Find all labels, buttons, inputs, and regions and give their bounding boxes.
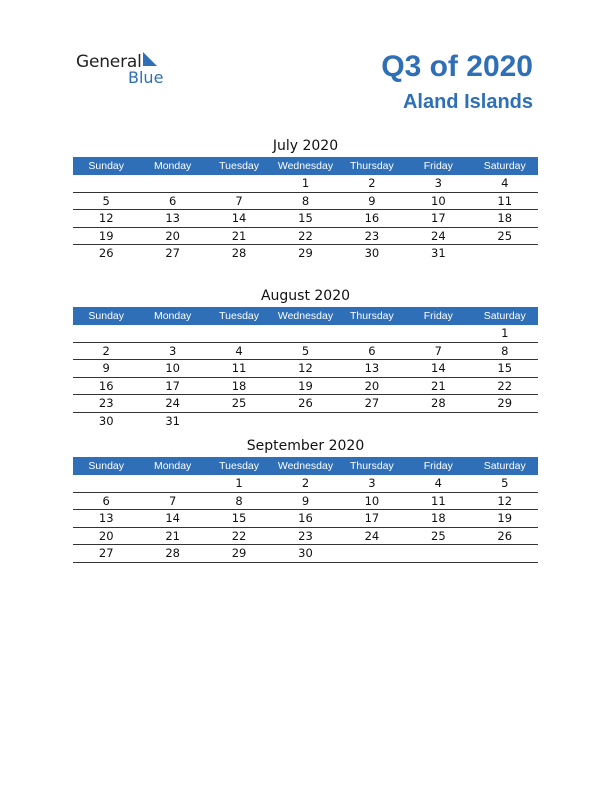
month-title: September 2020 (246, 438, 365, 454)
day-cell (339, 413, 405, 431)
day-cell: 31 (165, 413, 180, 428)
day-cell: 20 (364, 378, 380, 393)
weekday-header: Wednesday (277, 160, 334, 172)
day-cell: 8 (301, 193, 310, 208)
day-cell: 18 (431, 511, 446, 525)
day-cell: 25 (497, 228, 513, 243)
day-cell: 19 (298, 378, 313, 393)
day-cell: 17 (431, 211, 446, 225)
day-cell: 22 (497, 378, 513, 393)
day-cell: 4 (434, 476, 442, 490)
day-cell: 3 (434, 176, 442, 190)
day-cell: 2 (301, 476, 310, 490)
weekday-header-row (73, 307, 538, 325)
day-cell: 6 (368, 343, 376, 358)
weekday-header: Sunday (88, 160, 125, 172)
day-cell: 4 (501, 176, 509, 190)
week-row (73, 325, 538, 343)
brand-flag-icon (143, 52, 157, 66)
day-cell (272, 413, 338, 431)
day-cell: 11 (431, 493, 446, 508)
day-cell (139, 475, 205, 492)
day-cell: 13 (364, 361, 380, 375)
day-cell: 1 (235, 476, 243, 490)
day-cell (206, 175, 272, 192)
week-row (73, 360, 538, 378)
month-title: August 2020 (260, 288, 351, 304)
day-cell: 13 (165, 211, 180, 225)
day-cell: 15 (231, 511, 247, 525)
day-cell: 14 (165, 511, 180, 525)
weekday-header: Sunday (88, 310, 125, 322)
day-cell: 26 (298, 396, 313, 410)
week-row (73, 475, 538, 493)
day-cell: 28 (165, 546, 180, 560)
day-cell: 18 (497, 211, 513, 225)
week-row (73, 510, 538, 528)
day-cell: 1 (501, 326, 509, 340)
day-cell: 7 (434, 343, 442, 358)
day-cell (272, 325, 338, 342)
day-cell: 23 (298, 528, 313, 543)
day-cell (73, 325, 139, 342)
day-cell: 16 (98, 378, 114, 393)
day-cell: 22 (231, 528, 247, 543)
day-cell (206, 413, 272, 431)
day-cell: 7 (235, 193, 243, 208)
day-cell: 3 (368, 476, 376, 490)
day-cell (139, 325, 205, 342)
day-cell: 15 (497, 361, 513, 375)
weekday-header-row (73, 157, 538, 175)
day-cell: 6 (168, 193, 177, 208)
day-cell: 13 (98, 511, 114, 525)
day-cell: 16 (364, 211, 380, 225)
day-cell: 28 (431, 396, 446, 410)
day-cell: 10 (364, 493, 380, 508)
day-cell (206, 325, 272, 342)
brand-logo-blue: Blue (128, 68, 164, 87)
day-cell (405, 413, 471, 431)
day-cell: 7 (168, 493, 177, 508)
day-cell: 30 (364, 246, 380, 260)
weekday-header: Saturday (483, 160, 526, 172)
day-cell (405, 325, 471, 342)
day-cell: 27 (98, 546, 114, 560)
week-row (73, 528, 538, 546)
week-row (73, 245, 538, 263)
day-cell: 30 (298, 546, 313, 560)
day-cell: 14 (431, 361, 446, 375)
week-row (73, 193, 538, 211)
month-calendar-july (73, 135, 538, 263)
weekday-header: Tuesday (219, 310, 259, 322)
day-cell: 11 (231, 361, 247, 375)
weekday-header: Wednesday (277, 460, 334, 472)
day-cell: 14 (231, 211, 247, 225)
weekday-header: Thursday (350, 460, 394, 472)
day-cell: 24 (165, 396, 180, 410)
weekday-header: Thursday (350, 160, 394, 172)
weekday-header: Sunday (88, 460, 125, 472)
month-title: July 2020 (272, 138, 339, 154)
week-row (73, 395, 538, 413)
day-cell: 26 (497, 528, 513, 543)
day-cell: 10 (431, 193, 446, 208)
day-cell: 1 (301, 176, 310, 190)
weekday-header: Tuesday (219, 460, 259, 472)
day-cell: 9 (102, 361, 110, 375)
day-cell: 27 (165, 246, 180, 260)
weekday-header: Thursday (350, 310, 394, 322)
weekday-header: Saturday (483, 310, 526, 322)
week-row (73, 343, 538, 361)
day-cell: 21 (431, 378, 446, 393)
day-cell: 29 (231, 546, 247, 560)
day-cell: 4 (235, 343, 243, 358)
day-cell: 28 (231, 246, 247, 260)
day-cell: 6 (102, 493, 110, 508)
day-cell: 9 (368, 193, 376, 208)
day-cell: 11 (497, 193, 513, 208)
day-cell (472, 545, 538, 562)
day-cell: 5 (102, 193, 110, 208)
day-cell: 22 (298, 228, 313, 243)
weekday-header: Tuesday (219, 160, 259, 172)
day-cell: 16 (298, 511, 313, 525)
day-cell (339, 325, 405, 342)
day-cell: 10 (165, 361, 180, 375)
brand-logo (76, 50, 176, 90)
day-cell: 24 (431, 228, 446, 243)
day-cell (339, 545, 405, 562)
weekday-header-row (73, 457, 538, 475)
week-row (73, 378, 538, 396)
weekday-header: Monday (153, 460, 192, 472)
week-row (73, 413, 538, 431)
day-cell: 17 (364, 511, 380, 525)
day-cell (472, 245, 538, 263)
day-cell: 23 (98, 396, 114, 410)
week-row (73, 175, 538, 193)
day-cell: 30 (98, 413, 114, 428)
day-cell: 29 (298, 246, 313, 260)
day-cell: 2 (368, 176, 376, 190)
day-cell: 9 (301, 493, 310, 508)
day-cell: 12 (98, 211, 114, 225)
page-title: Q3 of 2020 (381, 50, 533, 83)
day-cell: 20 (165, 228, 180, 243)
day-cell: 21 (165, 528, 180, 543)
week-row (73, 228, 538, 246)
day-cell: 17 (165, 378, 180, 393)
week-row (73, 545, 538, 563)
day-cell: 2 (102, 343, 110, 358)
day-cell: 20 (98, 528, 114, 543)
weekday-header: Friday (423, 160, 453, 172)
week-row (73, 210, 538, 228)
weekday-header: Friday (423, 310, 453, 322)
month-calendar-august (73, 285, 538, 430)
day-cell: 19 (98, 228, 114, 243)
brand-logo-general: General (76, 52, 142, 72)
day-cell: 5 (301, 343, 310, 358)
day-cell: 8 (501, 343, 509, 358)
weekday-header: Wednesday (277, 310, 334, 322)
day-cell: 8 (235, 493, 243, 508)
day-cell: 19 (497, 511, 513, 525)
day-cell: 23 (364, 228, 380, 243)
weekday-header: Saturday (483, 460, 526, 472)
day-cell: 26 (98, 246, 114, 260)
weekday-header: Monday (153, 310, 192, 322)
day-cell: 12 (298, 361, 313, 375)
day-cell: 29 (497, 396, 513, 410)
day-cell (139, 175, 205, 192)
day-cell: 25 (231, 396, 247, 410)
day-cell: 15 (298, 211, 313, 225)
day-cell (405, 545, 471, 562)
day-cell: 24 (364, 528, 380, 543)
day-cell (73, 175, 139, 192)
day-cell: 3 (168, 343, 177, 358)
day-cell (472, 413, 538, 431)
day-cell (73, 475, 139, 492)
week-row (73, 493, 538, 511)
day-cell: 25 (431, 528, 446, 543)
day-cell: 18 (231, 378, 247, 393)
day-cell: 21 (231, 228, 247, 243)
day-cell: 31 (431, 246, 446, 260)
day-cell: 12 (497, 493, 513, 508)
day-cell: 27 (364, 396, 380, 410)
weekday-header: Friday (423, 460, 453, 472)
day-cell: 5 (501, 476, 509, 490)
weekday-header: Monday (153, 160, 192, 172)
page-subtitle: Aland Islands (402, 91, 533, 113)
month-calendar-september (73, 435, 538, 563)
